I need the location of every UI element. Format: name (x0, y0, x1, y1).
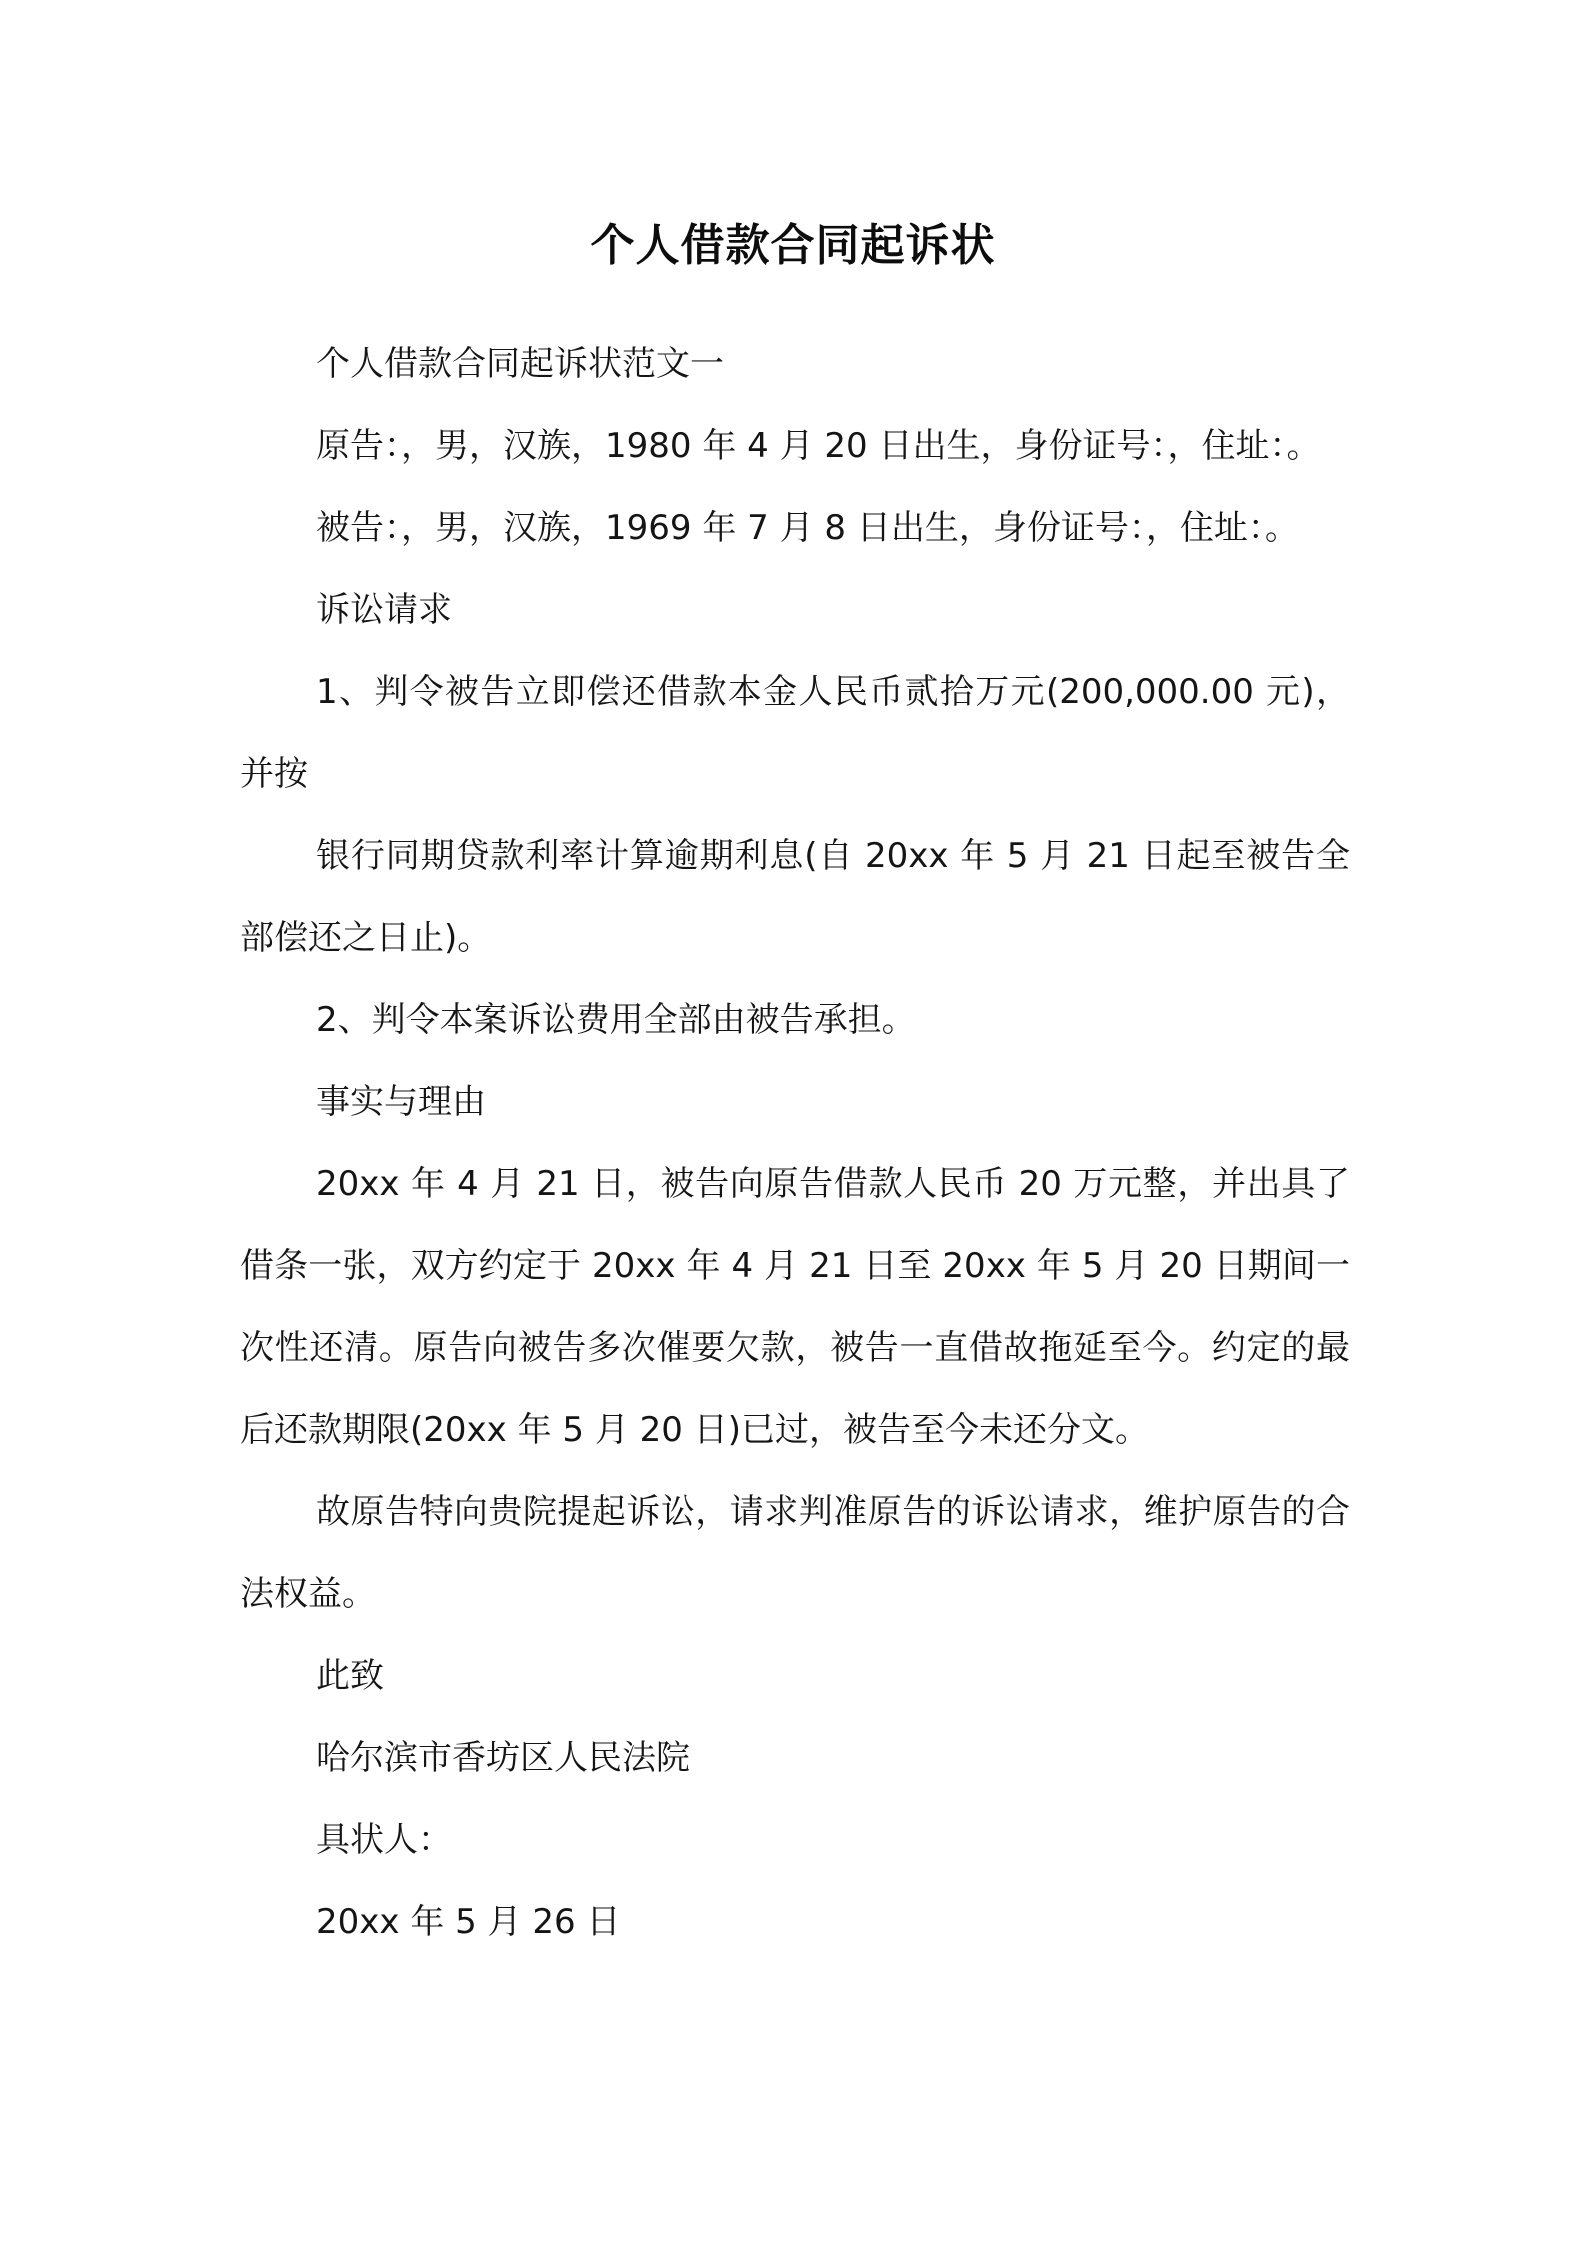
claim-2-paragraph: 2、判令本案诉讼费用全部由被告承担。 (316, 1000, 916, 1040)
document-title: 个人借款合同起诉状 (590, 220, 996, 271)
document-date: 20xx 年 5 月 26 日 (316, 1902, 621, 1942)
interest-paragraph: 银行同期贷款利率计算逾期利息(自 20xx 年 5 月 21 日起至被告全部偿还之日止)。 (240, 836, 1350, 958)
salutation: 此致 (316, 1656, 384, 1696)
facts-heading: 事实与理由 (316, 1082, 486, 1122)
facts-paragraph: 20xx 年 4 月 21 日，被告向原告借款人民币 20 万元整，并出具了借条一张，双方约定于 20xx 年 4 月 21 日至 20xx 年 5 月 20 日期间一次性还清。原告向被告多次催要欠款，被告一直借故拖延至今。约定的最后还款期限(20xx 年 5 月 20 日)已过，被告至今未还分文。 (240, 1164, 1350, 1450)
plaintiff-paragraph: 原告：，男，汉族，1980 年 4 月 20 日出生，身份证号：，住址：。 (316, 426, 1321, 466)
subtitle-paragraph: 个人借款合同起诉状范文一 (316, 344, 724, 384)
claims-heading: 诉讼请求 (316, 590, 452, 630)
claim-1-paragraph: 1、判令被告立即偿还借款本金人民币贰拾万元(200,000.00 元)，并按 (240, 672, 1350, 794)
defendant-paragraph: 被告：，男，汉族，1969 年 7 月 8 日出生，身份证号：，住址：。 (316, 508, 1299, 548)
signer-label: 具状人： (316, 1820, 452, 1860)
request-paragraph: 故原告特向贵院提起诉讼，请求判准原告的诉讼请求，维护原告的合法权益。 (240, 1492, 1350, 1614)
court-name: 哈尔滨市香坊区人民法院 (316, 1738, 690, 1778)
